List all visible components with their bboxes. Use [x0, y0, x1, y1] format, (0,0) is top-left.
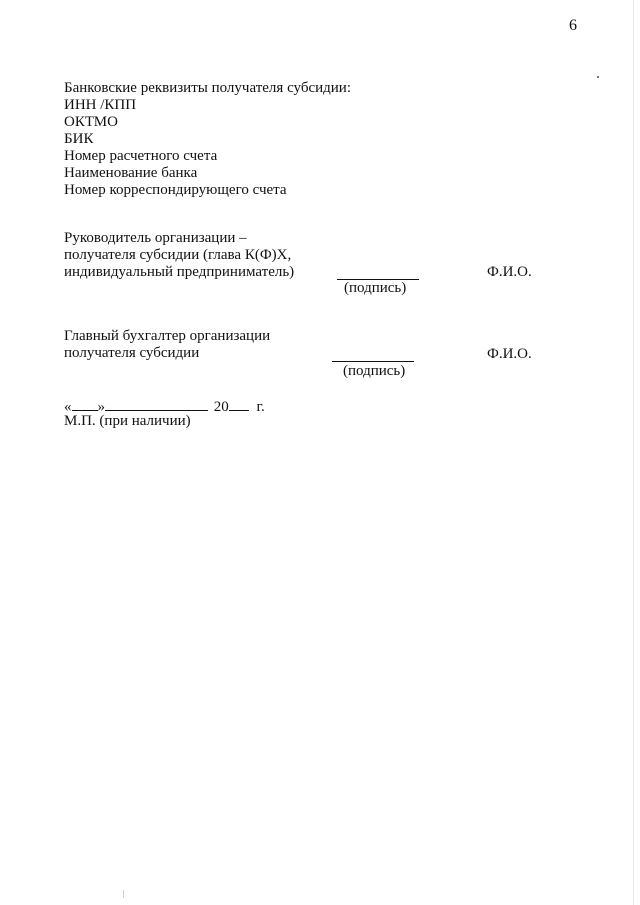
stamp-place-label: М.П. (при наличии): [64, 413, 191, 429]
date-close-quote: »: [97, 399, 105, 415]
scan-mark: [123, 890, 124, 898]
head-signature-line-3: индивидуальный предприниматель): [64, 264, 295, 280]
date-month-field[interactable]: [105, 396, 208, 411]
head-signature-fio: Ф.И.О.: [487, 264, 532, 280]
bank-details-item-bik: БИК: [64, 131, 94, 147]
bank-details-item-account: Номер расчетного счета: [64, 148, 218, 164]
accountant-signature-field[interactable]: [332, 361, 414, 362]
accountant-signature-caption: (подпись): [343, 363, 406, 379]
date-year-field[interactable]: [229, 396, 249, 411]
accountant-signature-label: [64, 328, 270, 362]
date-year-prefix: 20: [213, 399, 229, 415]
bank-details-item-bank-name: Наименование банка: [64, 165, 198, 181]
head-signature-caption: (подпись): [344, 280, 407, 296]
bank-details-item-corr-account: Номер корреспондирующего счета: [64, 182, 287, 198]
accountant-signature-fio: Ф.И.О.: [487, 346, 532, 362]
page-number: 6: [569, 17, 577, 34]
head-signature-label: [64, 230, 294, 281]
bank-details-item-oktmo: ОКТМО: [64, 114, 118, 130]
scan-edge: [633, 0, 634, 905]
date-year-suffix: г.: [256, 399, 265, 415]
date-open-quote: «: [64, 399, 72, 415]
accountant-signature-line-2: получателя субсидии: [64, 345, 200, 361]
bank-details-item-inn-kpp: ИНН /КПП: [64, 97, 137, 113]
head-signature-line-2: получателя субсидии (глава К(Ф)Х,: [64, 247, 292, 263]
bank-details-heading: Банковские реквизиты получателя субсидии:: [64, 80, 351, 96]
accountant-signature-line-1: Главный бухгалтер организации: [64, 328, 271, 344]
date-day-field[interactable]: [72, 396, 98, 411]
bank-details-block: [64, 80, 351, 199]
scan-speck: [597, 76, 599, 78]
head-signature-line-1: Руководитель организации –: [64, 230, 247, 246]
